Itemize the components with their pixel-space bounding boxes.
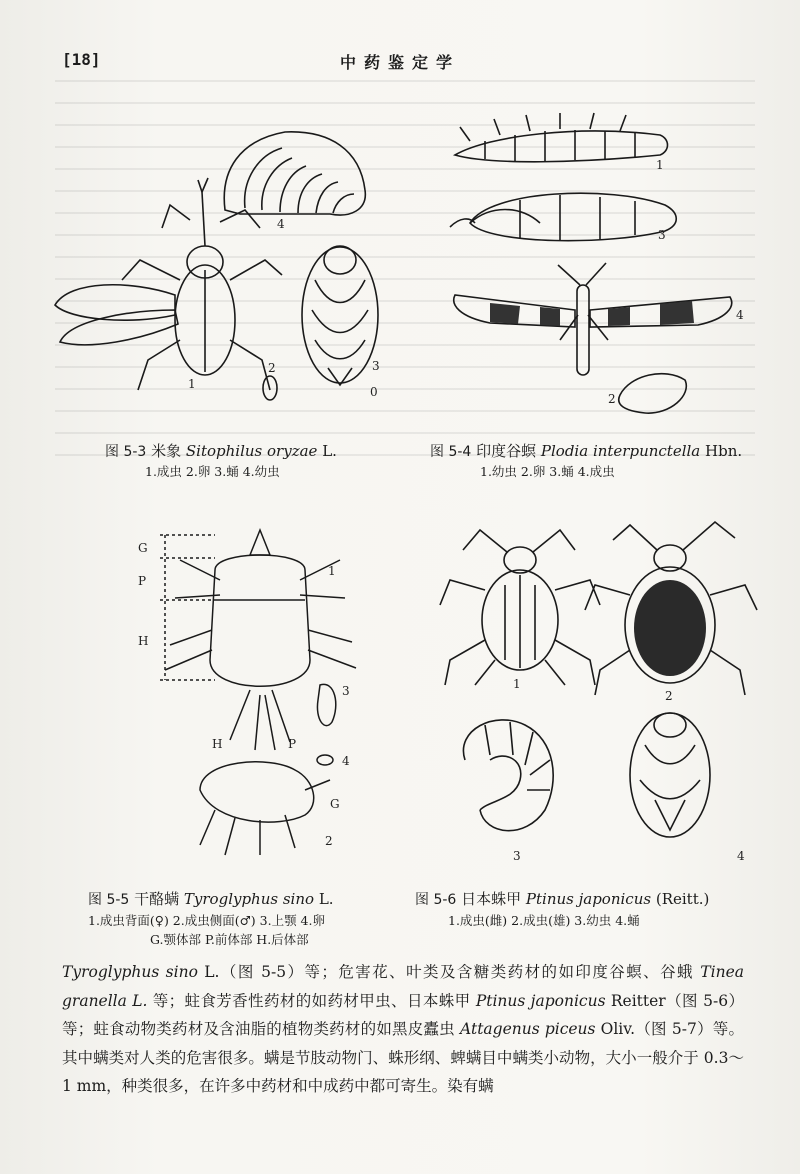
fig-5-5-label-3: 3	[342, 684, 350, 698]
fig-5-6-label-4: 4	[737, 849, 745, 863]
figure-5-3-authority: L.	[322, 442, 337, 460]
fig-5-4-label-4: 4	[736, 308, 744, 322]
body-text-1: L.（图 5-5）等；危害花、叶类及含糖类药材的如印度谷螟、谷蛾	[197, 963, 701, 981]
figure-5-6-name-latin: Ptinus japonicus	[525, 890, 652, 908]
figure-5-6-number: 图 5-6	[415, 892, 457, 908]
body-latin-ptinus: Ptinus japonicus	[475, 991, 606, 1010]
figure-5-5-caption	[88, 888, 334, 909]
fig-5-4-label-1: 1	[656, 158, 664, 172]
moth-egg-drawing	[619, 374, 687, 413]
fig-5-4-label-3: 3	[658, 228, 666, 242]
figure-5-4-name-latin: Plodia interpunctella	[540, 442, 701, 460]
mite-lateral-drawing	[200, 762, 330, 855]
fig-5-6-label-1: 1	[513, 677, 521, 691]
weevil-larva-drawing	[224, 132, 365, 215]
rice-weevil-illustration	[30, 110, 410, 430]
fig-5-5-label-4: 4	[342, 754, 350, 768]
book-title: 中药鉴定学	[339, 53, 460, 72]
figure-5-6-name-cn: 日本蛛甲	[461, 890, 522, 908]
beetle-larva-drawing	[463, 720, 553, 831]
figure-5-4-authority: Hbn.	[705, 442, 743, 460]
figure-5-5-number: 图 5-5	[88, 892, 130, 908]
figure-5-6-authority: (Reitt.)	[655, 890, 710, 908]
fig-5-3-label-2: 2	[268, 361, 276, 375]
body-text-2: 等；蛀食芳香性药材的如药材甲虫、日本蛛甲	[147, 991, 476, 1010]
spider-beetle-illustration	[425, 510, 770, 870]
figure-5-5-name-cn: 干酪螨	[134, 890, 180, 908]
figure-5-5-name-latin: Tyroglyphus sino	[183, 890, 315, 908]
body-latin-tinea: Tinea granella L.	[62, 963, 744, 1010]
figure-5-3-name-latin: Sitophilus oryzae	[185, 442, 318, 460]
figure-5-4-name-cn: 印度谷螟	[476, 442, 537, 460]
moth-pupa-drawing	[450, 193, 676, 241]
figure-5-4-number: 图 5-4	[430, 444, 472, 460]
mite-egg-drawing	[317, 755, 333, 765]
fig-5-6-label-2: 2	[665, 689, 673, 703]
fig-5-3-label-1: 1	[188, 377, 196, 391]
figure-5-4-legend: 1.幼虫 2.卵 3.蛹 4.成虫	[480, 464, 615, 479]
figure-5-4-caption	[430, 440, 742, 461]
fig-5-5-label-H-bottom: H	[212, 737, 223, 751]
fig-5-3-label-3: 3	[372, 359, 380, 373]
figure-5-5-authority: L.	[318, 890, 334, 908]
body-latin-tyroglyphus: Tyroglyphus sino	[62, 963, 198, 981]
beetle-pupa-drawing	[630, 713, 710, 837]
figure-5-6-caption	[415, 888, 709, 909]
beetle-male-body-fill	[634, 580, 706, 676]
fig-5-5-label-G-top: G	[138, 541, 148, 555]
fig-5-6-label-3: 3	[513, 849, 521, 863]
mite-dorsal-drawing	[165, 530, 356, 750]
fig-5-5-label-1: 1	[328, 564, 336, 578]
figure-5-6-legend: 1.成虫(雌) 2.成虫(雄) 3.幼虫 4.蛹	[448, 913, 640, 928]
body-paragraph	[62, 958, 744, 1101]
beetle-female-drawing	[440, 530, 600, 685]
figure-5-4-illustration	[430, 105, 770, 435]
weevil-pupa-drawing	[302, 246, 378, 385]
figure-5-3-number: 图 5-3	[105, 444, 147, 460]
figure-5-5-legend-line2: G.颚体部 P.前体部 H.后体部	[150, 932, 309, 947]
body-text-3: Reitter（图 5-6）等；蛀食动物类药材及含油脂的植物类药材的如黑皮蠹虫	[62, 991, 745, 1038]
body-latin-attagenus: Attagenus piceus	[460, 1020, 596, 1038]
moth-wing-bands	[490, 301, 694, 326]
fig-5-5-label-H-top: H	[138, 634, 149, 648]
fig-5-5-label-P-top: P	[138, 574, 147, 588]
figure-5-5-legend-line1: 1.成虫背面(♀) 2.成虫侧面(♂) 3.上颚 4.卵	[88, 913, 325, 928]
fig-5-3-label-0: 0	[370, 385, 378, 399]
meal-moth-illustration	[430, 105, 770, 435]
mite-mandible-drawing	[317, 684, 335, 725]
figure-5-3-illustration	[30, 110, 410, 430]
cheese-mite-illustration	[120, 510, 410, 870]
fig-5-5-label-G-bottom: G	[330, 797, 340, 811]
fig-5-3-label-4: 4	[277, 217, 285, 231]
body-text	[62, 958, 744, 1101]
figure-5-5-illustration	[120, 510, 410, 870]
figure-5-3-name-cn: 米象	[151, 442, 182, 460]
moth-larva-drawing	[455, 113, 668, 162]
fig-5-5-label-P-bottom: P	[288, 737, 297, 751]
fig-5-4-label-2: 2	[608, 392, 616, 406]
page-number: [18]	[62, 50, 101, 69]
body-text-4: Oliv.（图 5-7）等。其中螨类对人类的危害很多。螨是节肢动物门、蛛形纲、蜱螨目中螨类小动物，大小一般介于 0.3～1 mm，种类很多，在许多中药材和中成药中都可寄生。染有螨	[62, 1020, 745, 1095]
fig-5-5-label-2: 2	[325, 834, 333, 848]
figure-5-6-illustration	[425, 510, 770, 870]
figure-5-3-legend: 1.成虫 2.卵 3.蛹 4.幼虫	[145, 464, 280, 479]
figure-5-3-caption	[105, 440, 337, 461]
weevil-adult-drawing	[55, 178, 282, 390]
page-header	[62, 50, 738, 74]
